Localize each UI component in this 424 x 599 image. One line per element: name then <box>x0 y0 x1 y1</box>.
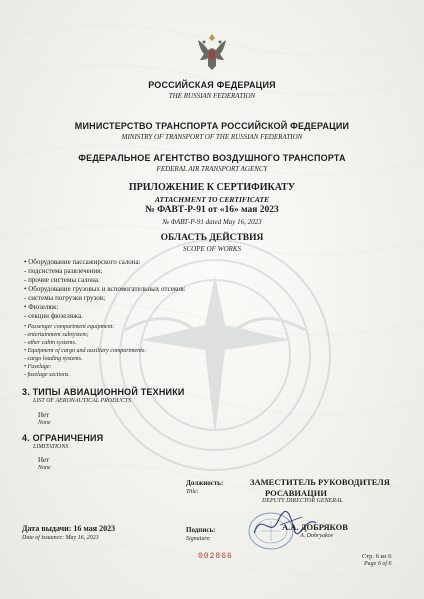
scope-item-en: - other cabin systems. <box>24 340 77 346</box>
position-value-en: DEPUTY DIRECTOR GENERAL <box>262 498 343 504</box>
position-label-ru: Должность: <box>186 479 224 487</box>
scope-item-en: • Fuselage: <box>24 364 52 370</box>
position-value-ru: ЗАМЕСТИТЕЛЬ РУКОВОДИТЕЛЯ <box>250 477 390 487</box>
country-ru: РОССИЙСКАЯ ФЕДЕРАЦИЯ <box>148 80 276 90</box>
coat-of-arms-icon <box>194 30 230 74</box>
country-en: THE RUSSIAN FEDERATION <box>168 92 256 100</box>
scope-item-en: - fuselage sections. <box>24 372 70 378</box>
scope-item-ru: • Фюзеляж: <box>24 303 59 311</box>
scope-item-ru: - секции фюзеляжа. <box>24 312 83 320</box>
page-number-ru: Стр. 6 из 6 <box>362 553 392 560</box>
page-number-en: Page 6 of 6 <box>364 561 392 567</box>
scope-item-ru: • Оборудование пассажирского салона: <box>24 258 141 266</box>
section4-title-ru: 4. ОГРАНИЧЕНИЯ <box>22 433 104 443</box>
watermark-emblem-icon <box>90 230 340 480</box>
signatory-name-en: A. Dobryakov <box>300 533 334 539</box>
scope-item-en: • Equipment of cargo and auxiliary compartments: <box>24 348 147 354</box>
section4-value-en: None <box>38 465 51 471</box>
serial-number: 002866 <box>198 552 233 561</box>
issue-date-en: Date of issuance: May 16, 2023 <box>22 535 99 541</box>
signature-label-ru: Подпись: <box>186 526 216 534</box>
section3-title-ru: 3. ТИПЫ АВИАЦИОННОЙ ТЕХНИКИ <box>22 387 185 397</box>
scope-item-ru: - прочие системы салона. <box>24 276 100 284</box>
section4-title-en: LIMITATIONS <box>33 444 69 450</box>
scope-item-en: • Passenger compartment equipment: <box>24 324 115 330</box>
section3-value-ru: Нет <box>38 411 50 419</box>
scope-title-en: SCOPE OF WORKS <box>183 245 241 253</box>
position-value-ru-2: РОСАВИАЦИИ <box>265 488 327 498</box>
signatory-name-ru: А.А. ДОБРЯКОВ <box>282 522 348 532</box>
scope-item-ru: - подсистема развлечения; <box>24 267 103 275</box>
position-label-en: Title: <box>186 489 199 495</box>
signature-label-en: Signature: <box>186 536 212 542</box>
attachment-number-en: № ФАВТ-Р-91 dated May 16, 2023 <box>162 218 262 226</box>
attachment-title-en: ATTACHMENT TO CERTIFICATE <box>154 195 270 204</box>
scope-item-en: - entertainment subsystem; <box>24 332 89 338</box>
scope-item-en: - cargo loading systems. <box>24 356 83 362</box>
section3-value-en: None <box>38 420 51 426</box>
ministry-en: MINISTRY OF TRANSPORT OF THE RUSSIAN FEDERATION <box>121 133 303 141</box>
section4-value-ru: Нет <box>38 456 50 464</box>
attachment-title-ru: ПРИЛОЖЕНИЕ К СЕРТИФИКАТУ <box>128 182 296 193</box>
scope-item-ru: - системы погрузки грузов; <box>24 294 106 302</box>
section3-title-en: LIST OF AERONAUTICAL PRODUCTS <box>33 398 132 404</box>
attachment-number-ru: № ФАВТ-Р-91 от «16» мая 2023 <box>145 205 279 215</box>
issue-date-ru: Дата выдачи: 16 мая 2023 <box>22 524 116 533</box>
agency-ru: ФЕДЕРАЛЬНОЕ АГЕНТСТВО ВОЗДУШНОГО ТРАНСПОРТА <box>78 153 346 163</box>
agency-en: FEDERAL AIR TRANSPORT AGENCY <box>156 165 268 173</box>
scope-title-ru: ОБЛАСТЬ ДЕЙСТВИЯ <box>160 233 264 243</box>
ministry-ru: МИНИСТЕРСТВО ТРАНСПОРТА РОССИЙСКОЙ ФЕДЕРАЦИИ <box>74 121 350 131</box>
scope-item-ru: • Оборудование грузовых и вспомогательных отсеков: <box>24 285 186 293</box>
